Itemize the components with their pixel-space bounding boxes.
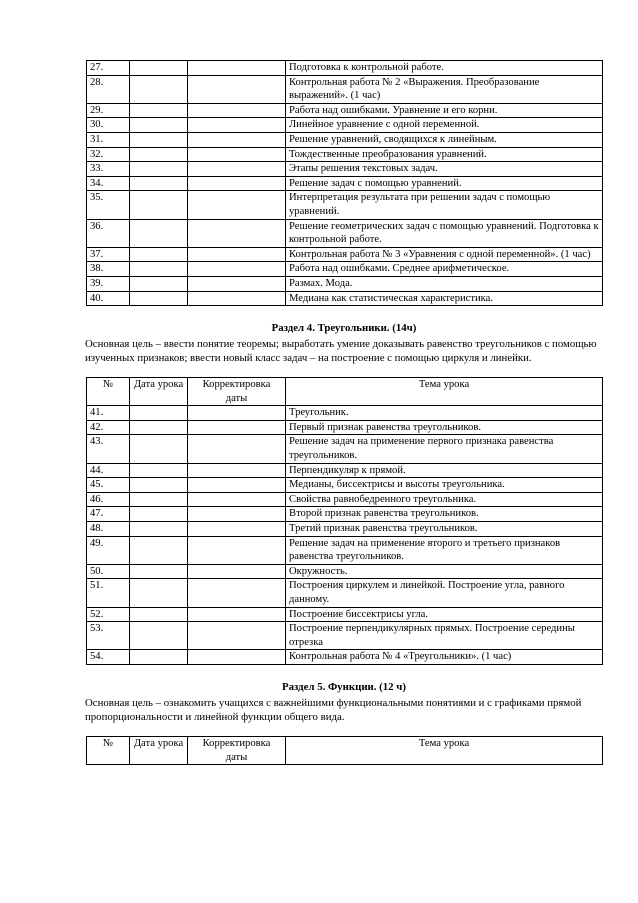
table-row <box>87 564 603 579</box>
table-row <box>87 176 603 191</box>
table-row <box>87 622 603 650</box>
lesson-number-cell: 51. <box>87 579 130 607</box>
date-correction-cell <box>188 262 286 277</box>
lesson-date-cell <box>130 607 188 622</box>
lesson-date-cell <box>130 420 188 435</box>
lesson-topic-cell: Линейное уравнение с одной переменной. <box>286 118 603 133</box>
lesson-number-cell: 42. <box>87 420 130 435</box>
lesson-number-cell: 45. <box>87 478 130 493</box>
lesson-date-cell <box>130 103 188 118</box>
table-row <box>87 247 603 262</box>
lesson-date-cell <box>130 191 188 219</box>
lesson-topic-cell: Перпендикуляр к прямой. <box>286 463 603 478</box>
header-date-correction: Корректировка даты <box>188 378 286 406</box>
header-number: № <box>87 378 130 406</box>
date-correction-cell <box>188 162 286 177</box>
table-row <box>87 406 603 421</box>
table-row <box>87 650 603 665</box>
lesson-number-cell: 49. <box>87 536 130 564</box>
header-date-correction: Корректировка даты <box>188 736 286 764</box>
table-row <box>87 607 603 622</box>
lesson-date-cell <box>130 147 188 162</box>
table-row <box>87 536 603 564</box>
date-correction-cell <box>188 247 286 262</box>
lesson-date-cell <box>130 219 188 247</box>
date-correction-cell <box>188 435 286 463</box>
lesson-date-cell <box>130 650 188 665</box>
date-correction-cell <box>188 147 286 162</box>
lesson-table-section4 <box>86 377 603 665</box>
lesson-number-cell: 46. <box>87 492 130 507</box>
date-correction-cell <box>188 132 286 147</box>
lesson-topic-cell: Второй признак равенства треугольников. <box>286 507 603 522</box>
lesson-date-cell <box>130 536 188 564</box>
table-row <box>87 103 603 118</box>
lesson-number-cell: 47. <box>87 507 130 522</box>
lesson-date-cell <box>130 162 188 177</box>
date-correction-cell <box>188 579 286 607</box>
date-correction-cell <box>188 118 286 133</box>
lesson-date-cell <box>130 406 188 421</box>
lesson-date-cell <box>130 579 188 607</box>
date-correction-cell <box>188 492 286 507</box>
lesson-date-cell <box>130 61 188 76</box>
lesson-number-cell: 43. <box>87 435 130 463</box>
lesson-topic-cell: Контрольная работа № 3 «Уравнения с одной переменной». (1 час) <box>286 247 603 262</box>
lesson-topic-cell: Первый признак равенства треугольников. <box>286 420 603 435</box>
lesson-topic-cell: Свойства равнобедренного треугольника. <box>286 492 603 507</box>
date-correction-cell <box>188 420 286 435</box>
lesson-number-cell: 29. <box>87 103 130 118</box>
lesson-number-cell: 35. <box>87 191 130 219</box>
lesson-number-cell: 36. <box>87 219 130 247</box>
header-lesson-topic: Тема урока <box>286 378 603 406</box>
lesson-number-cell: 33. <box>87 162 130 177</box>
document-page <box>86 60 602 765</box>
table-row <box>87 579 603 607</box>
lesson-table-section5 <box>86 736 603 765</box>
date-correction-cell <box>188 536 286 564</box>
lesson-topic-cell: Медиана как статистическая характеристика. <box>286 291 603 306</box>
lesson-number-cell: 38. <box>87 262 130 277</box>
lesson-number-cell: 34. <box>87 176 130 191</box>
date-correction-cell <box>188 622 286 650</box>
lesson-date-cell <box>130 176 188 191</box>
date-correction-cell <box>188 103 286 118</box>
lesson-topic-cell: Решение задач на применение второго и третьего признаков равенства треугольников. <box>286 536 603 564</box>
table-header-row <box>87 736 603 764</box>
lesson-date-cell <box>130 507 188 522</box>
table-row <box>87 61 603 76</box>
lesson-topic-cell: Работа над ошибками. Среднее арифметическое. <box>286 262 603 277</box>
lesson-topic-cell: Этапы решения текстовых задач. <box>286 162 603 177</box>
lesson-table-body <box>87 406 603 665</box>
lesson-number-cell: 54. <box>87 650 130 665</box>
date-correction-cell <box>188 650 286 665</box>
date-correction-cell <box>188 478 286 493</box>
table-row <box>87 420 603 435</box>
lesson-number-cell: 40. <box>87 291 130 306</box>
lesson-date-cell <box>130 75 188 103</box>
header-lesson-date: Дата урока <box>130 378 188 406</box>
table-row <box>87 75 603 103</box>
lesson-number-cell: 32. <box>87 147 130 162</box>
lesson-topic-cell: Медианы, биссектрисы и высоты треугольника. <box>286 478 603 493</box>
table-row <box>87 162 603 177</box>
table-row <box>87 478 603 493</box>
table-row <box>87 132 603 147</box>
date-correction-cell <box>188 564 286 579</box>
header-lesson-date: Дата урока <box>130 736 188 764</box>
table-row <box>87 118 603 133</box>
lesson-number-cell: 39. <box>87 276 130 291</box>
lesson-topic-cell: Подготовка к контрольной работе. <box>286 61 603 76</box>
lesson-topic-cell: Контрольная работа № 4 «Треугольники». (1 час) <box>286 650 603 665</box>
lesson-table-section3 <box>86 60 603 306</box>
date-correction-cell <box>188 191 286 219</box>
lesson-date-cell <box>130 522 188 537</box>
table-row <box>87 219 603 247</box>
date-correction-cell <box>188 406 286 421</box>
date-correction-cell <box>188 507 286 522</box>
section-4-description: Основная цель – ввести понятие теоремы; выработать умение доказывать равенство треугольников с помощью изученных признаков; ввести новый класс задач – на построение с помощью циркуля и линейки. <box>85 337 597 364</box>
lesson-date-cell <box>130 435 188 463</box>
date-correction-cell <box>188 75 286 103</box>
lesson-topic-cell: Построения циркулем и линейкой. Построение угла, равного данному. <box>286 579 603 607</box>
lesson-date-cell <box>130 478 188 493</box>
lesson-number-cell: 30. <box>87 118 130 133</box>
lesson-date-cell <box>130 276 188 291</box>
section-5-description: Основная цель – ознакомить учащихся с важнейшими функциональными понятиями и с графиками прямой пропорциональности и линейной функции общего вида. <box>85 696 582 723</box>
table-row <box>87 276 603 291</box>
lesson-topic-cell: Построение перпендикулярных прямых. Построение середины отрезка <box>286 622 603 650</box>
lesson-number-cell: 27. <box>87 61 130 76</box>
lesson-topic-cell: Решение задач с помощью уравнений. <box>286 176 603 191</box>
section-5-title: Раздел 5. Функции. (12 ч) <box>282 680 406 693</box>
lesson-date-cell <box>130 463 188 478</box>
date-correction-cell <box>188 219 286 247</box>
lesson-number-cell: 41. <box>87 406 130 421</box>
table-row <box>87 147 603 162</box>
table-row <box>87 262 603 277</box>
lesson-topic-cell: Построение биссектрисы угла. <box>286 607 603 622</box>
table-header-row <box>87 378 603 406</box>
lesson-topic-cell: Окружность. <box>286 564 603 579</box>
lesson-topic-cell: Размах. Мода. <box>286 276 603 291</box>
date-correction-cell <box>188 276 286 291</box>
lesson-number-cell: 28. <box>87 75 130 103</box>
lesson-date-cell <box>130 492 188 507</box>
date-correction-cell <box>188 607 286 622</box>
lesson-topic-cell: Интерпретация результата при решении задач с помощью уравнений. <box>286 191 603 219</box>
table-row <box>87 492 603 507</box>
lesson-date-cell <box>130 262 188 277</box>
lesson-date-cell <box>130 291 188 306</box>
header-number: № <box>87 736 130 764</box>
lesson-topic-cell: Решение геометрических задач с помощью уравнений. Подготовка к контрольной работе. <box>286 219 603 247</box>
lesson-date-cell <box>130 247 188 262</box>
lesson-date-cell <box>130 132 188 147</box>
table-row <box>87 463 603 478</box>
date-correction-cell <box>188 176 286 191</box>
date-correction-cell <box>188 291 286 306</box>
lesson-date-cell <box>130 564 188 579</box>
date-correction-cell <box>188 522 286 537</box>
lesson-number-cell: 31. <box>87 132 130 147</box>
lesson-number-cell: 50. <box>87 564 130 579</box>
lesson-number-cell: 53. <box>87 622 130 650</box>
lesson-topic-cell: Решение уравнений, сводящихся к линейным. <box>286 132 603 147</box>
table-row <box>87 291 603 306</box>
lesson-date-cell <box>130 622 188 650</box>
lesson-topic-cell: Контрольная работа № 2 «Выражения. Преобразование выражений». (1 час) <box>286 75 603 103</box>
lesson-number-cell: 48. <box>87 522 130 537</box>
lesson-number-cell: 44. <box>87 463 130 478</box>
table-row <box>87 522 603 537</box>
lesson-topic-cell: Треугольник. <box>286 406 603 421</box>
table-row <box>87 507 603 522</box>
date-correction-cell <box>188 61 286 76</box>
header-lesson-topic: Тема урока <box>286 736 603 764</box>
date-correction-cell <box>188 463 286 478</box>
lesson-topic-cell: Тождественные преобразования уравнений. <box>286 147 603 162</box>
lesson-number-cell: 52. <box>87 607 130 622</box>
lesson-topic-cell: Решение задач на применение первого признака равенства треугольников. <box>286 435 603 463</box>
lesson-number-cell: 37. <box>87 247 130 262</box>
lesson-topic-cell: Третий признак равенства треугольников. <box>286 522 603 537</box>
section-4-title: Раздел 4. Треугольники. (14ч) <box>271 322 417 335</box>
table-row <box>87 191 603 219</box>
lesson-date-cell <box>130 118 188 133</box>
lesson-table-body <box>87 61 603 306</box>
table-row <box>87 435 603 463</box>
lesson-topic-cell: Работа над ошибками. Уравнение и его корни. <box>286 103 603 118</box>
